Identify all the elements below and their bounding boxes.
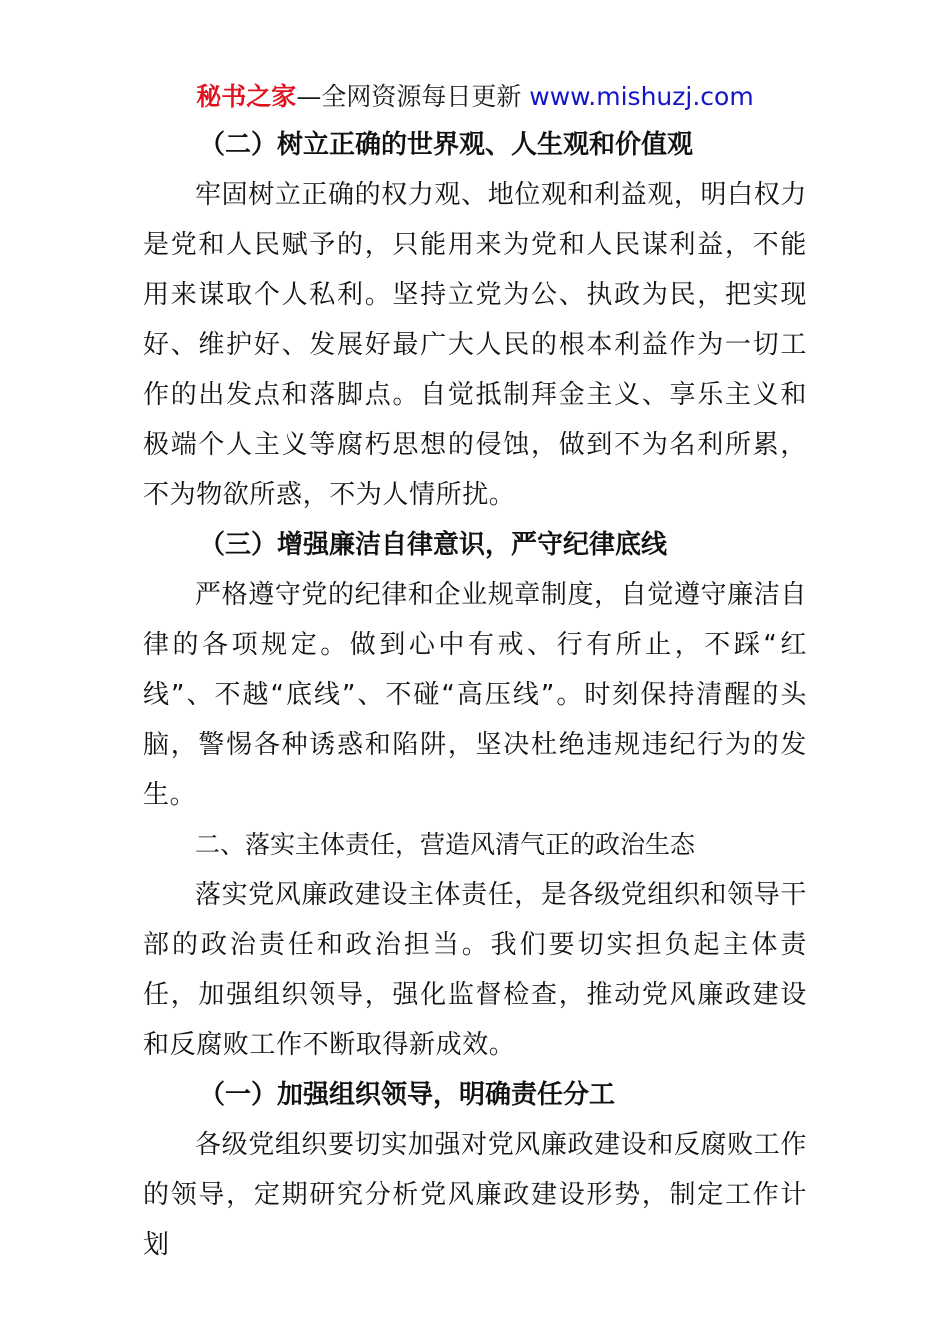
section-heading-responsibility: 二、落实主体责任，营造风清气正的政治生态 [195, 830, 696, 859]
paragraph-discipline: 严格遵守党的纪律和企业规章制度，自觉遵守廉洁自律的各项规定。做到心中有戒、行有所止，不踩“红线”、不越“底线”、不碰“高压线”。时刻保持清醒的头脑，警惕各种诱惑和陷阱，坚决杜绝违规违纪行为的发生。 [143, 580, 807, 810]
header-url[interactable]: www.mishuzj.com [529, 82, 754, 111]
brand-name: 秘书之家 [196, 82, 297, 111]
page-header [0, 80, 950, 114]
subheading-leadership: （一）加强组织领导，明确责任分工 [199, 1080, 616, 1110]
subheading-world-view: （二）树立正确的世界观、人生观和价值观 [199, 130, 694, 160]
document-body [143, 120, 807, 1270]
header-tagline: —全网资源每日更新 [296, 82, 530, 111]
subheading-self-discipline: （三）增强廉洁自律意识，严守纪律底线 [199, 530, 668, 560]
paragraph-leadership: 各级党组织要切实加强对党风廉政建设和反腐败工作的领导，定期研究分析党风廉政建设形势，制定工作计划 [143, 1130, 807, 1260]
paragraph-power-view: 牢固树立正确的权力观、地位观和利益观，明白权力是党和人民赋予的，只能用来为党和人民谋利益，不能用来谋取个人私利。坚持立党为公、执政为民，把实现好、维护好、发展好最广大人民的根本利益作为一切工作的出发点和落脚点。自觉抵制拜金主义、享乐主义和极端个人主义等腐朽思想的侵蚀，做到不为名利所累，不为物欲所惑，不为人情所扰。 [143, 180, 807, 510]
paragraph-responsibility: 落实党风廉政建设主体责任，是各级党组织和领导干部的政治责任和政治担当。我们要切实担负起主体责任，加强组织领导，强化监督检查，推动党风廉政建设和反腐败工作不断取得新成效。 [143, 880, 807, 1060]
